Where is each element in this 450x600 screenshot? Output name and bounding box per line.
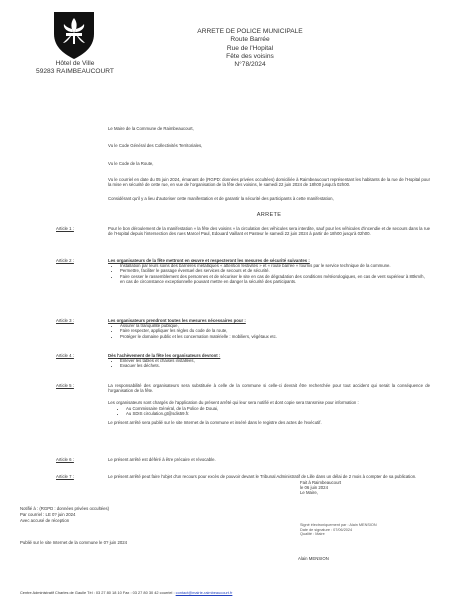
signatory-name: Alain MENSION [298, 556, 329, 561]
list-item: • Evacuer les déchets. [120, 363, 430, 368]
article-5-list [108, 406, 430, 416]
stamp-quality: Qualité : Maire [300, 532, 325, 537]
article-4-list [108, 358, 430, 368]
article-3-heading: Les organisateurs prendront toutes les mesures nécessaires pour : [108, 318, 246, 323]
article-2-block [108, 258, 430, 284]
article-5-paragraph-1: La responsabilité des organisateurs sera substituée à celle de la commune si celle-ci devrait être recherchée pour tout accident qui serait la conséquence de l'organisation de la fête. [108, 383, 430, 394]
list-item: • Faire respecter, appliquer les règles du code de la route, [120, 328, 430, 333]
list-item: • Installation par leurs soins des barrières métalliques « attention festivités » et « route barrée » fournis par le service technique de la commune. [120, 263, 430, 268]
signature-date: le 06 juin 2024 [300, 485, 328, 491]
article-2-label: Article 2 : [56, 258, 74, 263]
preamble-code-route: Vu le Code de la Route, [108, 161, 154, 166]
decree-event: Fête des voisins [226, 52, 274, 60]
article-1-label: Article 1 : [56, 226, 74, 231]
preamble-mayor: Le Maire de la Commune de Raimbeaucourt, [108, 126, 194, 131]
town-hall-name: Hôtel de Ville [55, 60, 95, 67]
article-5-label: Article 5 : [56, 383, 74, 388]
signature-block [300, 480, 341, 496]
article-4-label: Article 4 : [56, 353, 74, 358]
notification-recipient: Notifié à : (RGPD : données privées occultées) [20, 506, 110, 511]
arrete-heading: ARRETE [256, 212, 282, 218]
footer-contact-text: Centre Administratif Charles de Gaulle Tél : 03 27 80 18 10 Fax : 03 27 80 30 42 courriel : [20, 590, 176, 595]
article-2-heading: Les organisateurs de la fête mettront en œuvre et respecteront les mesures de sécurité suivantes : [108, 258, 310, 263]
signature-place: Fait à Raimbeaucourt [300, 480, 342, 485]
preamble-considerant: Considérant qu'il y a lieu d'autoriser cette manifestation et de garantir la sécurité des participants à cette manifestation, [108, 196, 334, 201]
article-7-label: Article 7 : [56, 474, 74, 479]
town-coat-of-arms [52, 10, 96, 60]
list-item: • Faire cesser le rassemblement des personnes et de sécuriser le site en cas de dégradation des conditions météorologiques, en cas de vent supérieur à 80km/h, en cas de circonstance exceptionnelle pouvant mettre en danger la sécurité des participants. [120, 274, 430, 284]
article-6-text: Le présent arrêté est déféré à être précaire et révocable. [108, 457, 216, 462]
decree-number: N°78/2024 [234, 61, 266, 69]
list-item: • Protéger le domaine public et les concernation matérielle : mobiliers, végétaux etc. [120, 334, 430, 339]
list-item: • Assurer la tranquillité publique, [120, 323, 430, 328]
decree-subject: Route Barrée [230, 36, 270, 44]
article-5-block [108, 383, 430, 425]
decree-title: ARRETE DE POLICE MUNICIPALE [197, 28, 303, 35]
article-1-text: Pour le bon déroulement de la manifestation « la fête des voisins » la circulation des véhicules sera interdite, sauf pour les véhicules d'incendie et de secours dans la rue de l'Hopital depuis l'intersection des rues Marcel Paul, Edouard Vaillant et Pasteur le samedi 22 juin 2024 à partir de 18h00 jusqu'à 02h00. [108, 226, 430, 237]
article-4-heading: Dès l'achèvement de la fête les organisateurs devront : [108, 353, 221, 358]
article-3-block [108, 318, 430, 339]
preamble-courriel: Vu le courriel en date du 05 juin 2024, émanant de (RGPD: données privées occultées) domiciliée à Raimbeaucourt représentant les habitants de la rue de l'Hopital pour la mise en sécurité de cette rue, en vue de l'organisation de la fête des voisins, le samedi 22 juin 2024 de 18h00 jusqu'à 02h00. [108, 177, 430, 188]
list-item: • Au Commissaire Général, de la Police de Douai, [126, 406, 430, 411]
article-5-paragraph-2: Les organisateurs sont chargés de l'application du présent arrêté qui leur sera notifié et dont copie sera transmise pour information : [108, 400, 359, 406]
stamp-date: Date de signature : 07/06/2024 [300, 527, 353, 532]
decree-header [190, 28, 310, 69]
list-item: • Au SDIS circulation.gt@sdis59.fr. [126, 411, 430, 416]
notification-receipt: Avec accusé de réception [20, 517, 70, 523]
town-hall-block [20, 60, 130, 76]
town-hall-address: 59283 RAIMBEAUCOURT [36, 68, 114, 75]
article-3-list [108, 323, 430, 339]
article-7-text: Le présent arrêté peut faire l'objet d'un recours pour excès de pouvoir devant le Tribunal Administratif de Lille dans un délai de 2 mois à compter de sa publication. [108, 474, 417, 479]
electronic-signature-stamp [300, 523, 390, 537]
article-3-label: Article 3 : [56, 318, 74, 323]
article-2-list [108, 263, 430, 284]
footer-email-link[interactable]: contact@mairie-raimbeaucourt.fr [175, 590, 233, 595]
article-6-label: Article 6 : [56, 457, 74, 462]
article-4-block [108, 353, 430, 369]
preamble-cgct: Vu le Code Général des Collectivités Territoriales, [108, 143, 203, 148]
page-footer [20, 590, 232, 595]
notification-block [20, 506, 109, 523]
decree-street: Rue de l'Hopital [226, 44, 274, 52]
article-5-paragraph-3: Le présent arrêté sera publié sur le site Internet de la commune et inséré dans le registre des actes de l'exécutif. [108, 420, 322, 426]
list-item: • Permettre, faciliter le passage éventuel des services de secours et de sécurité. [120, 268, 430, 273]
list-item: • Enlever les tables et chaises installées, [120, 358, 430, 363]
signature-role: Le Maire, [300, 490, 318, 496]
stamp-signed-by: Signé électroniquement par : Alain MENSION [300, 523, 377, 527]
publication-note: Publié sur le site Internet de la commune le 0? juin 2024 [20, 540, 128, 545]
notification-courriel: Par courriel : LE 0? juin 2024 [20, 511, 76, 517]
